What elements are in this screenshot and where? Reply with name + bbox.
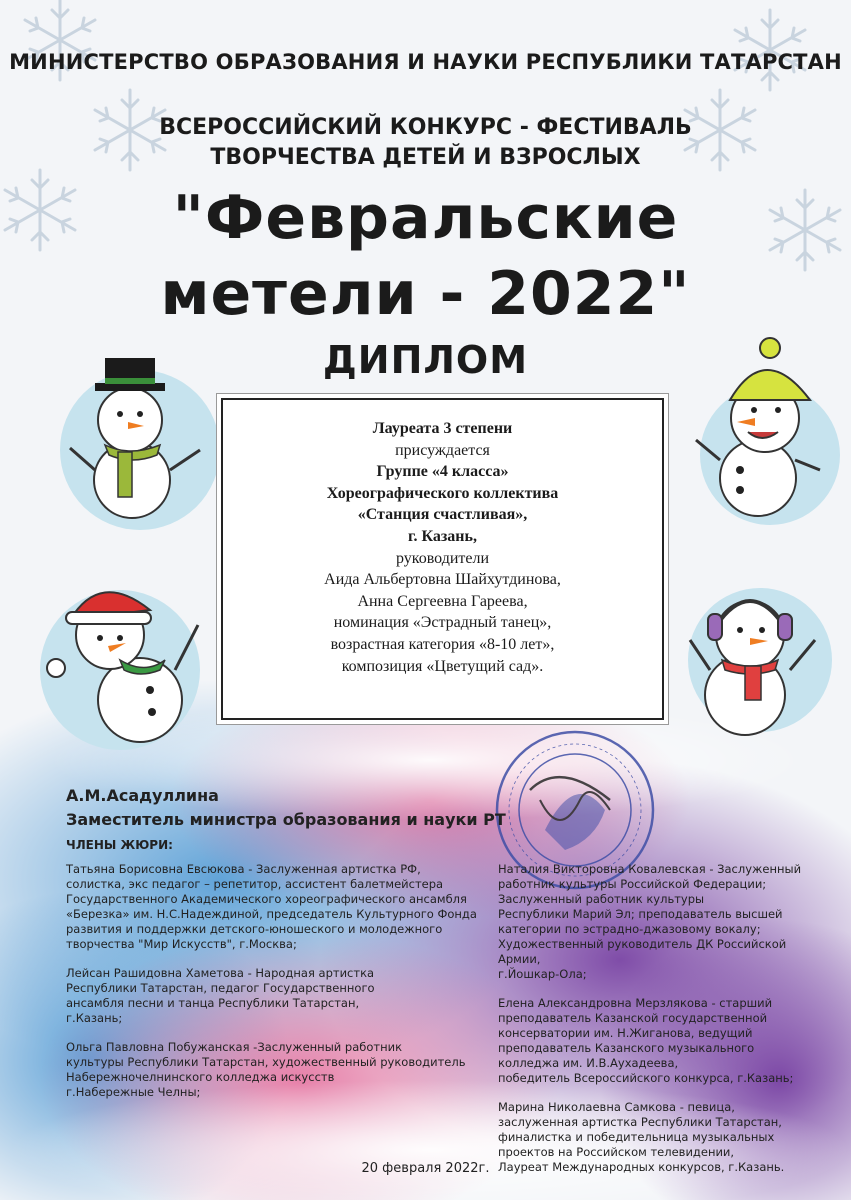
- festival-name-line-1: "Февральские: [172, 183, 679, 253]
- award-composition: композиция «Цветущий сад».: [341, 657, 544, 675]
- award-age-category: возрастная категория «8-10 лет»,: [330, 635, 555, 653]
- issue-date: 20 февраля 2022г.: [361, 1161, 490, 1176]
- contest-title-line-1: ВСЕРОССИЙСКИЙ КОНКУРС - ФЕСТИВАЛЬ: [159, 115, 692, 140]
- ministry-title: МИНИСТЕРСТВО ОБРАЗОВАНИЯ И НАУКИ РЕСПУБЛИКИ ТАТАРСТАН: [9, 50, 842, 74]
- snowman-bottom-left: [40, 590, 200, 750]
- contest-title-line-2: ТВОРЧЕСТВА ДЕТЕЙ И ВЗРОСЛЫХ: [210, 145, 641, 170]
- signer-block: [66, 784, 506, 832]
- award-city: г. Казань,: [408, 527, 477, 545]
- award-box: [221, 398, 664, 720]
- signer-title: Заместитель министра образования и науки РТ: [66, 810, 506, 829]
- award-leaders-label: руководители: [395, 549, 490, 567]
- jury-member: Татьяна Борисовна Евсюкова - Заслуженная артистка РФ, солистка, экс педагог – репетитор, ассистент балетмейстера Государственного Академического хореографического ансамбля «Березка» им. Н.С.Надеждиной, председатель Культурного Фонда развития и поддержки детского-юношеского и молодежного творчества "Мир Искусств", г.Москва;: [66, 862, 477, 951]
- jury-column-left: [66, 862, 486, 1114]
- award-collective-name: «Станция счастливая»,: [357, 506, 528, 524]
- jury-member: Наталия Викторовна Ковалевская - Заслуженный работник культуры Российской Федерации; Заслуженный работник культуры Республики Марий Эл; преподаватель высшей категории по эстрадно-джазовому вокалу; Художественный руководитель ДК Российской Армии, г.Йошкар-Ола;: [498, 862, 802, 981]
- award-leader-2: Анна Сергеевна Гареева,: [357, 592, 528, 610]
- jury-member: Ольга Павловна Побужанская -Заслуженный работник культуры Республики Татарстан, художественный руководитель Набережночелнинского колледжа искусств г.Набережные Челны;: [66, 1040, 466, 1099]
- award-degree: Лауреата 3 степени: [372, 420, 513, 437]
- document-type-heading: ДИПЛОМ: [322, 338, 529, 382]
- award-nomination: номинация «Эстрадный танец»,: [333, 614, 552, 632]
- jury-column-right: [498, 862, 818, 1189]
- jury-member: Лейсан Рашидовна Хаметова - Народная артистка Республики Татарстан, педагог Государственного ансамбля песни и танца Республики Татарстан, г.Казань;: [66, 966, 375, 1025]
- award-group: Группе «4 класса»: [376, 463, 509, 481]
- award-awarded: присуждается: [395, 441, 490, 459]
- jury-heading: ЧЛЕНЫ ЖЮРИ:: [66, 838, 173, 852]
- signer-name: А.М.Асадуллина: [66, 786, 219, 805]
- contest-title: [0, 113, 851, 173]
- festival-name-line-2: метели - 2022": [160, 259, 691, 329]
- festival-name: [0, 180, 851, 332]
- award-leader-1: Аида Альбертовна Шайхутдинова,: [324, 571, 561, 589]
- jury-member: Елена Александровна Мерзлякова - старший преподаватель Казанской государственной консерватории им. Н.Жиганова, ведущий преподаватель Казанского музыкального колледжа им. И.В.Аухадеева, победитель Всероссийского конкурса, г.Казань;: [498, 996, 794, 1085]
- award-collective: Хореографического коллектива: [326, 484, 559, 502]
- jury-member: Марина Николаевна Самкова - певица, заслуженная артистка Республики Татарстан, финалистка и победительница музыкальных проектов на Российском телевидении, Лауреат Международных конкурсов, г.Казань.: [498, 1100, 785, 1174]
